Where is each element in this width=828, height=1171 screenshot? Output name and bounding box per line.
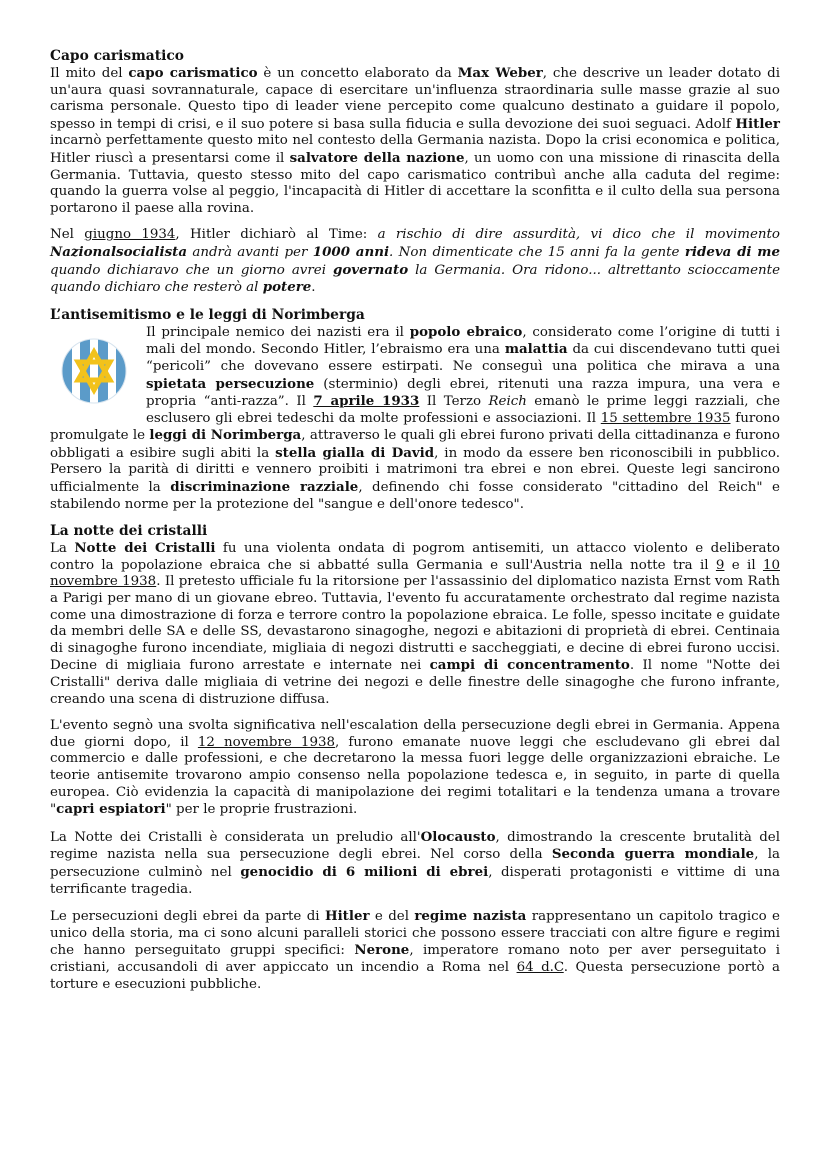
text-run: governato <box>332 261 409 278</box>
text-run: Olocausto <box>420 828 496 845</box>
text-run: campi di concentramento <box>429 657 630 674</box>
heading-antisemitismo: L’antisemitismo e le leggi di Norimberga <box>50 306 365 323</box>
text-run: furono promulgate le <box>50 410 780 444</box>
text-run: . Questa persecuzione portò a torture e esecuzioni pubbliche. <box>50 959 780 992</box>
paragraph-notte-3 <box>50 829 780 898</box>
paragraph-notte-1 <box>50 540 780 708</box>
text-run: , definendo chi fosse considerato "cittadino del Reich" e stabilendo norme per la protezione del "sangue e dell'onore tedesco". <box>50 480 780 512</box>
text-run: Hitler <box>735 115 780 132</box>
document-page <box>50 48 780 1003</box>
paragraph-hitler-quote <box>50 227 780 296</box>
text-run: spietata persecuzione <box>146 375 315 392</box>
paragraph-antisemitismo <box>50 324 780 514</box>
text-run: Seconda guerra mondiale <box>551 846 755 863</box>
text-run: fu una violenta ondata di pogrom antisemiti, un attacco violento e deliberato contro la popolazione ebraica che si abbatté sulla Germania e sull'Austria nella notte tra il <box>50 541 780 573</box>
text-run: La <box>50 541 75 557</box>
text-run: " per le proprie frustrazioni. <box>165 802 358 818</box>
text-run: Le persecuzioni degli ebrei da parte di <box>50 909 325 925</box>
text-run: , Hitler dichiarò al Time: <box>175 227 378 243</box>
text-run: , la persecuzione culminò nel <box>50 847 780 880</box>
text-run: popolo ebraico <box>409 323 523 340</box>
text-run: discriminazione razziale <box>170 479 359 496</box>
text-run: , furono emanate nuove leggi che escludevano gli ebrei dal commercio e dalle professioni, e che decretarono la messa fuori legge delle organizzazioni ebraiche. Le teorie antisemite trovarono ampio consenso nella popolazione tedesca e, in seguito, in parte di quella europea. Ciò evidenzia la capacità di manipolazione dei regimi totalitari e la tendenza umana a trovare " <box>50 734 780 818</box>
text-run: 12 novembre 1938 <box>197 734 335 750</box>
text-run: . <box>311 280 316 296</box>
text-run: (sterminio) degli ebrei, ritenuti una razza impura, una vera e propria “anti-razza”. Il <box>146 376 780 410</box>
text-run: , un uomo con una missione di rinascita della Germania. Tuttavia, questo stesso mito del capo carismatico contribuì anche alla caduta del regime: quando la guerra volse al peggio, l'incapacità di Hitler di accettare la sconfitta e il culto della sua persona portarono il paese alla rovina. <box>50 150 781 216</box>
text-run: stella gialla di David <box>275 444 435 461</box>
heading-notte-dei-cristalli: La notte dei cristalli <box>50 523 208 540</box>
text-run: . Il pretesto ufficiale fu la ritorsione per l'assassinio del diplomatico nazista Ernst vom Rath a Parigi per mano di un giovane ebreo. Tuttavia, l'evento fu accuratamente orchestrato dal regime nazista come una dimostrazione di forza e terrore contro la popolazione ebraica. Le folle, spesso incitate e guidate da membri delle SA e delle SS, devastarono sinagoghe, negozi e abitazioni di proprietà di ebrei. Centinaia di sinagoghe furono incendiate, migliaia di negozi distrutti e saccheggiati, e decine di ebrei furono uccisi. Decine di migliaia furono arrestate e internate nei <box>50 574 780 674</box>
text-run: rideva di me <box>684 243 780 260</box>
text-run: , in modo da essere ben riconoscibili in pubblico. Persero la parità di diritti e vennero proibiti i matrimoni tra ebrei e non ebrei. Queste legi sancirono ufficialmente la <box>50 445 780 496</box>
text-run: , che descrive un leader dotato di un'aura quasi sovrannaturale, capace di esercitare un'influenza straordinaria sulle masse grazie al suo carisma personale. Questo tipo di leader viene percepito come qualcuno destinato a guidare il popolo, spesso in tempi di crisi, e il suo potere si basa sulla fiducia e sulla devozione dei suoi seguaci. Adolf <box>50 66 781 132</box>
text-run: , disperati protagonisti e vittime di una terrificante tragedia. <box>50 864 780 897</box>
text-run: . Non dimenticate che 15 anni fa la gente <box>389 244 685 260</box>
text-run: Max Weber <box>457 65 543 81</box>
text-run: rappresentano un capitolo tragico e unico della storia, ma ci sono alcuni paralleli storici che possono essere tracciati con altre figure e regimi che hanno perseguitato gruppi specifici: <box>50 909 780 959</box>
text-run: 10 novembre 1938 <box>50 557 781 590</box>
text-run: Nel <box>50 227 85 243</box>
text-run: capri espiatori <box>56 801 166 818</box>
text-run: Il mito del <box>50 66 129 81</box>
star-of-david-badge-icon <box>50 326 138 416</box>
heading-capo-carismatico: Capo carismatico <box>50 48 184 64</box>
text-run: e del <box>369 909 415 925</box>
text-run: , attraverso le quali gli ebrei furono privati della cittadinanza e furono obbligati a esibire sugli abiti la <box>50 428 780 461</box>
text-run: emanò le prime leggi razziali, che esclusero gli ebrei tedeschi da molte professioni e associazioni. Il <box>146 394 780 426</box>
text-run: , considerato come l’origine di tutti i mali del mondo. Secondo Hitler, l’ebraismo era una <box>146 324 780 358</box>
text-run: Nerone <box>354 942 410 959</box>
antisemitismo-section <box>50 324 780 514</box>
text-run: Reich <box>488 394 527 410</box>
text-run: La Notte dei Cristalli è considerata un preludio all' <box>50 829 421 845</box>
text-run: , dimostrando la crescente brutalità del regime nazista nella sua persecuzione degli ebrei. Nel corso della <box>50 829 780 863</box>
text-run: è un concetto elaborato da <box>257 66 458 81</box>
text-run: , imperatore romano noto per aver perseguitato i cristiani, accusandoli di aver appiccato un incendio a Roma nel <box>50 943 780 975</box>
text-run: la Germania. Ora ridono... altrettanto scioccamente quando dichiaro che resterò al <box>50 262 780 296</box>
text-run: 64 d.C <box>516 959 564 975</box>
paragraph-notte-2 <box>50 718 780 819</box>
paragraph-capo-carismatico <box>50 65 780 217</box>
paragraph-notte-4 <box>50 908 780 993</box>
text-run: giugno 1934 <box>84 227 176 243</box>
text-run: Il Terzo <box>419 394 489 410</box>
text-run: quando dichiaravo che un giorno avrei <box>50 262 333 278</box>
text-run: genocidio di 6 milioni di ebrei <box>240 863 489 880</box>
text-run: potere <box>262 279 312 296</box>
text-run: andrà avanti per <box>187 244 313 260</box>
text-run: capo carismatico <box>128 65 258 81</box>
text-run: 15 settembre 1935 <box>600 410 731 426</box>
text-run: Il principale nemico dei nazisti era il <box>146 324 410 340</box>
text-run: da cui discendevano tutti quei “pericoli” che dovevano essere estirpati. Ne conseguì una politica che mirava a una <box>146 342 780 374</box>
text-run: Nazionalsocialista <box>50 243 187 260</box>
text-run: e il <box>724 557 763 573</box>
text-run: Hitler <box>324 908 370 925</box>
text-run: a rischio di dire assurdità, vi dico che il movimento <box>377 227 780 243</box>
text-run: 7 aprile 1933 <box>313 393 420 410</box>
text-run: 9 <box>715 557 725 573</box>
text-run: salvatore della nazione <box>289 149 465 166</box>
text-run: leggi di Norimberga <box>149 427 302 444</box>
text-run: . Il nome "Notte dei Cristalli" deriva dalle migliaia di vetrine dei negozi e delle finestre delle sinagoghe che furono infrante, creando una scena di distruzione diffusa. <box>50 658 780 707</box>
text-run: 1000 anni <box>312 243 390 260</box>
text-run: L'evento segnò una svolta significativa nell'escalation della persecuzione degli ebrei in Germania. Appena due giorni dopo, il <box>50 718 780 750</box>
text-run: regime nazista <box>414 908 527 925</box>
text-run: malattia <box>504 341 568 358</box>
text-run: Notte dei Cristalli <box>74 540 216 557</box>
text-run: incarnò perfettamente questo mito nel contesto della Germania nazista. Dopo la crisi economica e politica, Hitler riuscì a presentarsi come il <box>50 133 780 166</box>
